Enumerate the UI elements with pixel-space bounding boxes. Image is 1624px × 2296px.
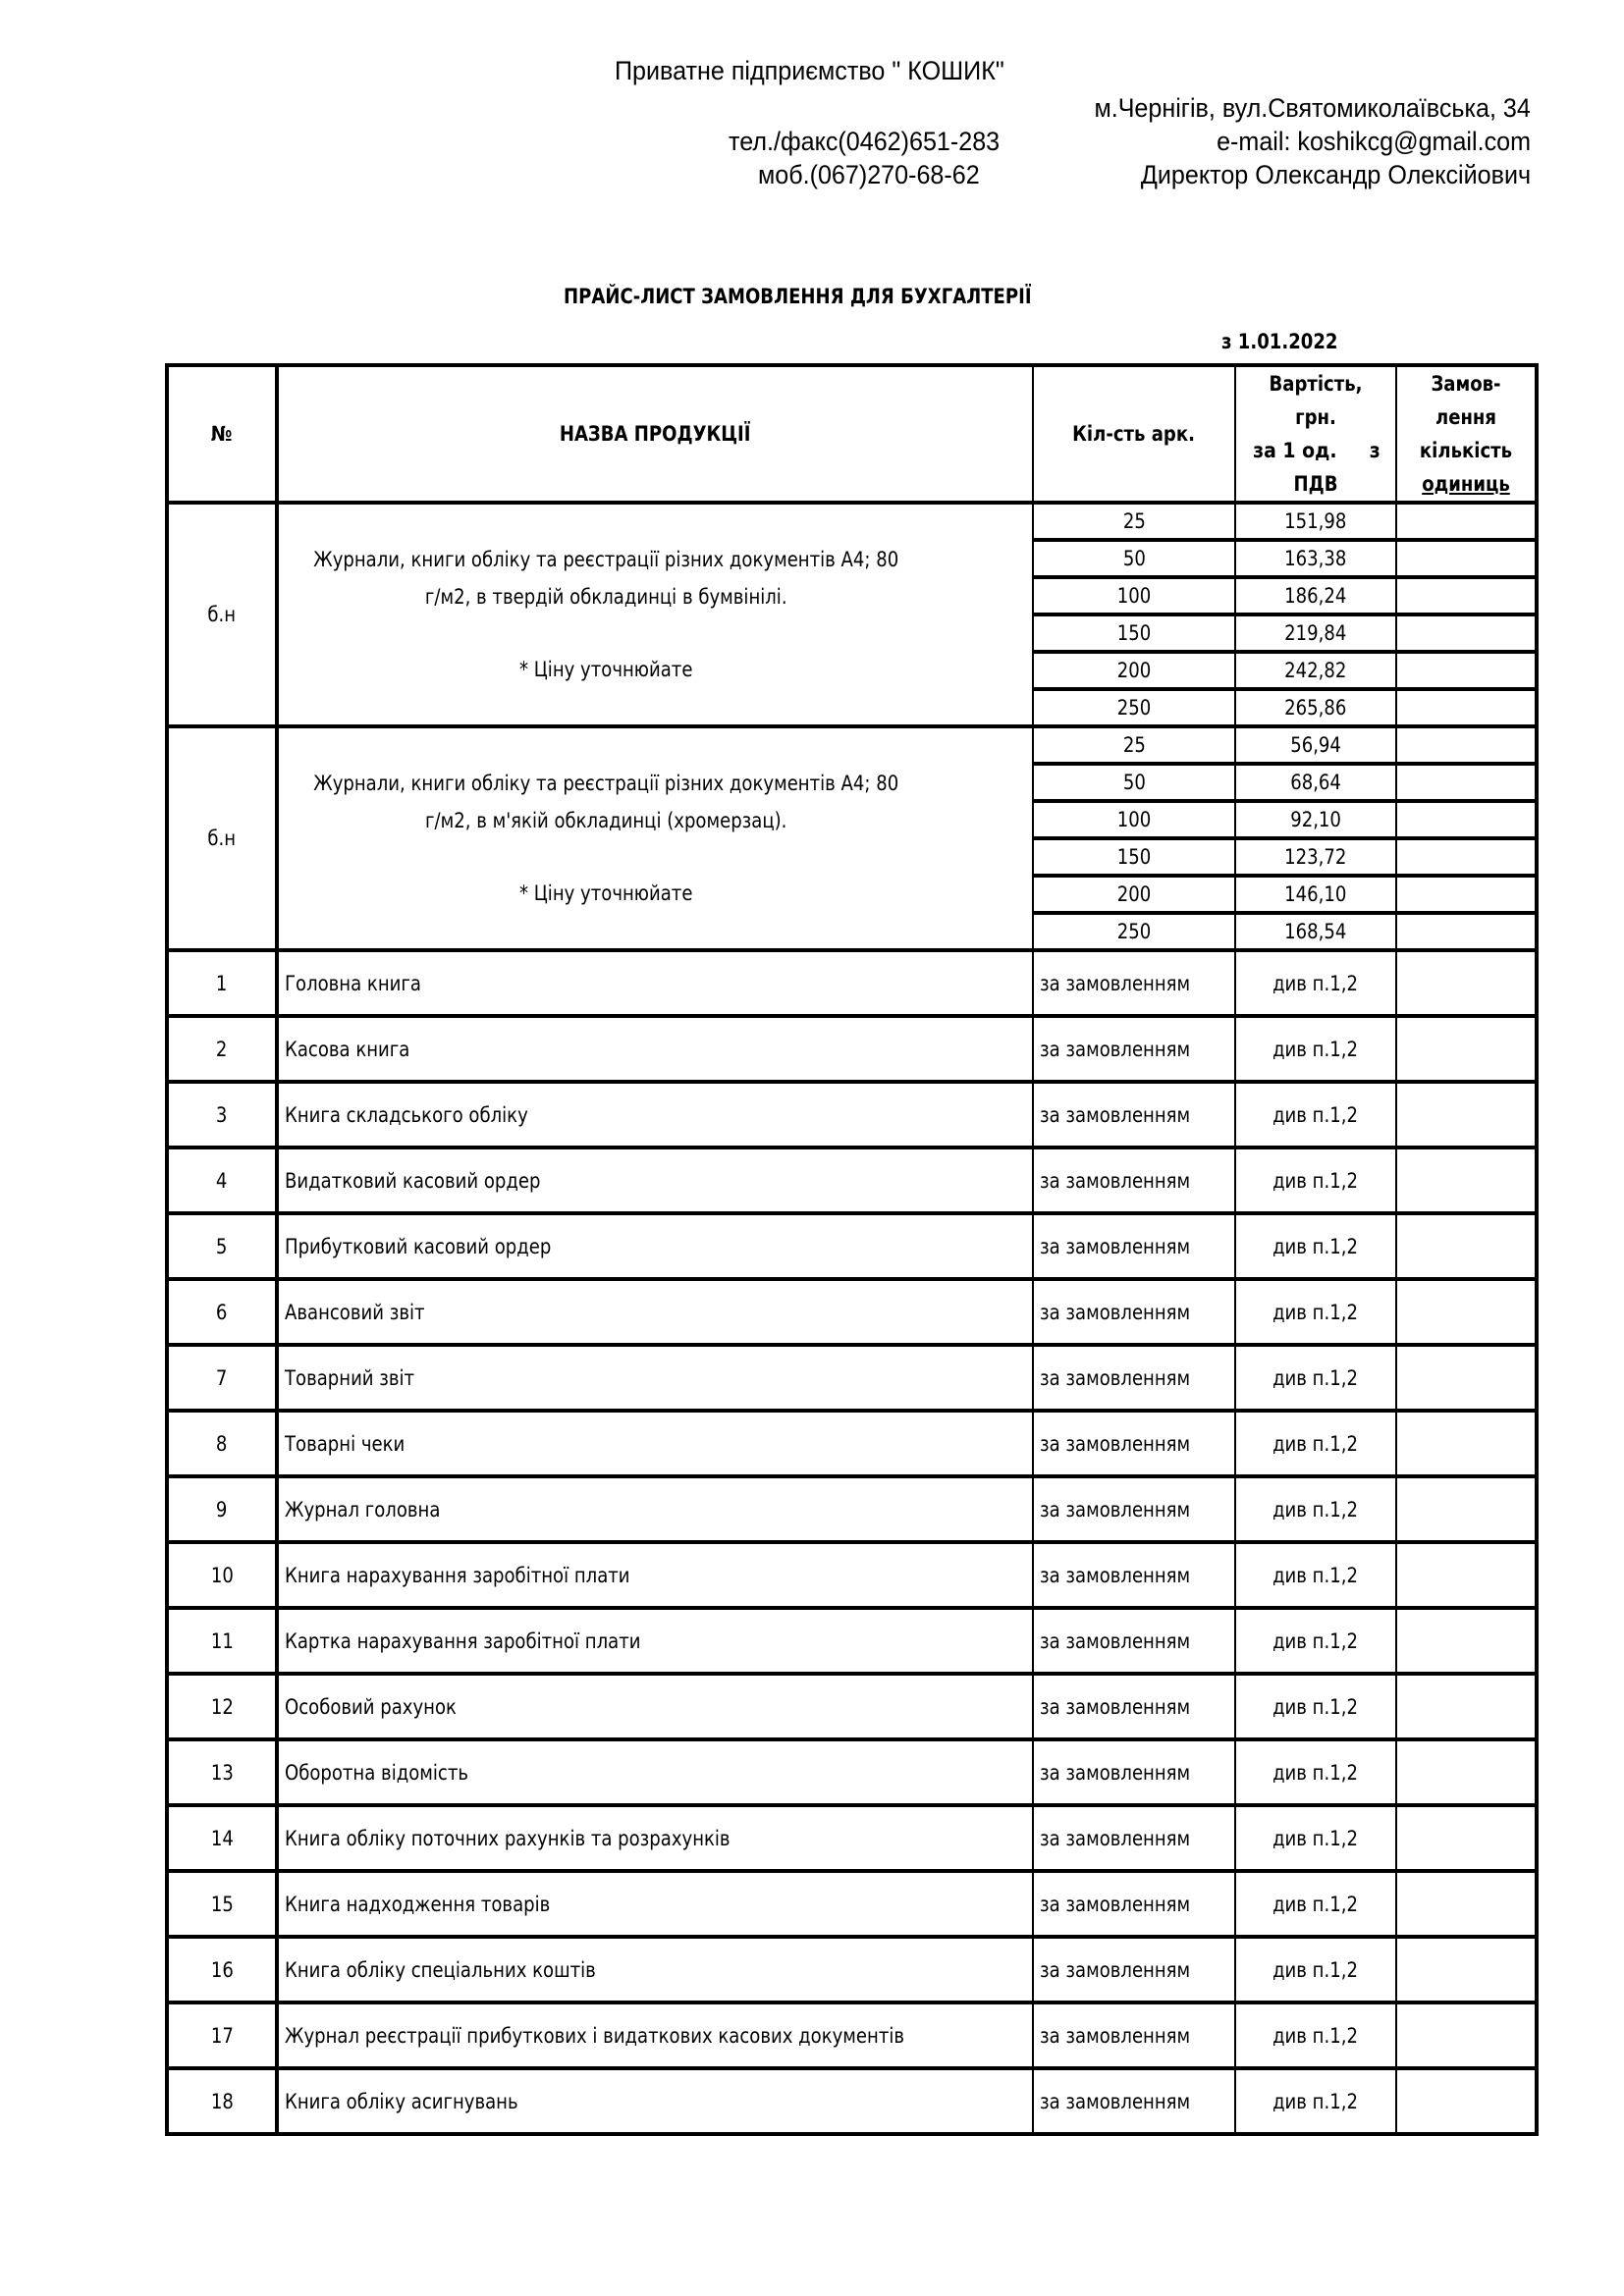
sheets-cell: 50: [1033, 540, 1235, 577]
price-cell: див п.1,2: [1235, 1674, 1396, 1739]
sheets-cell: за замовленням: [1033, 2068, 1235, 2134]
table-row: [167, 1937, 1537, 2002]
item-number: 4: [167, 1148, 277, 1213]
company-mobile: моб.(067)270-68-62: [758, 160, 980, 189]
table-header-row: [167, 365, 1537, 503]
item-name: Прибутковий касовий ордер: [277, 1213, 1033, 1279]
group-description: [277, 503, 1033, 726]
price-cell: див п.1,2: [1235, 1608, 1396, 1674]
price-cell: див п.1,2: [1235, 1345, 1396, 1411]
table-row: [167, 1805, 1537, 1871]
company-email: e-mail: koshikcg@gmail.com: [1217, 127, 1531, 156]
price-cell: див п.1,2: [1235, 1148, 1396, 1213]
item-number: 15: [167, 1871, 277, 1937]
order-quantity-cell[interactable]: [1396, 503, 1537, 540]
price-cell: 151,98: [1235, 503, 1396, 540]
price-cell: див п.1,2: [1235, 1016, 1396, 1082]
order-quantity-cell[interactable]: [1396, 540, 1537, 577]
price-cell: див п.1,2: [1235, 1082, 1396, 1148]
sheets-cell: за замовленням: [1033, 950, 1235, 1016]
item-name: Товарні чеки: [277, 1411, 1033, 1476]
item-number: 11: [167, 1608, 277, 1674]
item-name: Книга обліку асигнувань: [277, 2068, 1033, 2134]
sheets-cell: за замовленням: [1033, 1148, 1235, 1213]
sheets-cell: 100: [1033, 577, 1235, 614]
sheets-cell: за замовленням: [1033, 1345, 1235, 1411]
item-name: Картка нарахування заробітної плати: [277, 1608, 1033, 1674]
order-quantity-cell[interactable]: [1396, 1476, 1537, 1542]
item-number: 10: [167, 1542, 277, 1608]
sheets-cell: за замовленням: [1033, 1871, 1235, 1937]
sheets-cell: за замовленням: [1033, 1608, 1235, 1674]
sheets-cell: 200: [1033, 652, 1235, 689]
item-number: 5: [167, 1213, 277, 1279]
table-row: [167, 1279, 1537, 1345]
sheets-cell: за замовленням: [1033, 1739, 1235, 1805]
order-quantity-cell[interactable]: [1396, 2068, 1537, 2134]
price-cell: див п.1,2: [1235, 1411, 1396, 1476]
company-phone: тел./факс(0462)651-283: [729, 127, 1001, 156]
sheets-cell: 250: [1033, 913, 1235, 950]
table-row: [167, 1674, 1537, 1739]
item-number: 2: [167, 1016, 277, 1082]
description-line: г/м2, в твердій обкладинці в бумвінілі.: [424, 585, 787, 609]
price-cell: 186,24: [1235, 577, 1396, 614]
price-note: * Ціну уточнюйате: [519, 658, 693, 681]
sheets-cell: 25: [1033, 726, 1235, 764]
header-sheets: Кіл-сть арк.: [1033, 365, 1235, 503]
price-cell: 163,38: [1235, 540, 1396, 577]
order-quantity-cell[interactable]: [1396, 1542, 1537, 1608]
sheets-cell: за замовленням: [1033, 1674, 1235, 1739]
header-order-quantity: Замов- лення кількість одиниць: [1396, 365, 1537, 503]
sheets-cell: за замовленням: [1033, 1016, 1235, 1082]
sheets-cell: 150: [1033, 614, 1235, 652]
order-quantity-cell[interactable]: [1396, 1739, 1537, 1805]
price-cell: 56,94: [1235, 726, 1396, 764]
sheets-cell: за замовленням: [1033, 1082, 1235, 1148]
table-row: [167, 1608, 1537, 1674]
header-price: Вартість, грн. за 1 од. з ПДВ: [1235, 365, 1396, 503]
order-quantity-cell[interactable]: [1396, 1213, 1537, 1279]
price-cell: див п.1,2: [1235, 1213, 1396, 1279]
header-product-name: НАЗВА ПРОДУКЦІЇ: [277, 365, 1033, 503]
price-cell: 123,72: [1235, 838, 1396, 876]
item-number: 12: [167, 1674, 277, 1739]
price-cell: 265,86: [1235, 689, 1396, 726]
order-quantity-cell[interactable]: [1396, 1411, 1537, 1476]
company-address: м.Чернігів, вул.Святомиколаївська, 34: [1094, 93, 1531, 123]
order-quantity-cell[interactable]: [1396, 1937, 1537, 2002]
company-director: Директор Олександр Олексійович: [1140, 160, 1531, 189]
table-row: [167, 1476, 1537, 1542]
item-name: Оборотна відомість: [277, 1739, 1033, 1805]
order-quantity-cell[interactable]: [1396, 726, 1537, 764]
item-number: 13: [167, 1739, 277, 1805]
order-quantity-cell[interactable]: [1396, 1674, 1537, 1739]
price-table: [165, 363, 1539, 2136]
item-name: Касова книга: [277, 1016, 1033, 1082]
sheets-cell: за замовленням: [1033, 1805, 1235, 1871]
order-quantity-cell[interactable]: [1396, 1608, 1537, 1674]
table-row: [167, 1016, 1537, 1082]
order-quantity-cell[interactable]: [1396, 1345, 1537, 1411]
table-row: [167, 1871, 1537, 1937]
order-quantity-cell[interactable]: [1396, 838, 1537, 876]
price-cell: див п.1,2: [1235, 1542, 1396, 1608]
variant-row: [167, 726, 1537, 764]
order-quantity-cell[interactable]: [1396, 876, 1537, 913]
price-cell: 242,82: [1235, 652, 1396, 689]
sheets-cell: за замовленням: [1033, 1279, 1235, 1345]
order-quantity-cell[interactable]: [1396, 1279, 1537, 1345]
group-number: б.н: [167, 726, 277, 950]
table-row: [167, 2068, 1537, 2134]
order-quantity-cell[interactable]: [1396, 614, 1537, 652]
sheets-cell: за замовленням: [1033, 2002, 1235, 2068]
sheets-cell: за замовленням: [1033, 1476, 1235, 1542]
sheets-cell: 100: [1033, 801, 1235, 838]
order-quantity-cell[interactable]: [1396, 652, 1537, 689]
price-cell: див п.1,2: [1235, 1805, 1396, 1871]
price-cell: див п.1,2: [1235, 1279, 1396, 1345]
item-name: Видатковий касовий ордер: [277, 1148, 1033, 1213]
description-line: г/м2, в м'якій обкладинці (хромерзац).: [425, 809, 787, 832]
item-number: 17: [167, 2002, 277, 2068]
table-row: [167, 1542, 1537, 1608]
price-cell: див п.1,2: [1235, 1871, 1396, 1937]
order-quantity-cell[interactable]: [1396, 1016, 1537, 1082]
order-quantity-cell[interactable]: [1396, 1805, 1537, 1871]
table-row: [167, 1345, 1537, 1411]
sheets-cell: за замовленням: [1033, 1411, 1235, 1476]
item-number: 3: [167, 1082, 277, 1148]
item-number: 8: [167, 1411, 277, 1476]
sheets-cell: 150: [1033, 838, 1235, 876]
item-name: Особовий рахунок: [277, 1674, 1033, 1739]
order-quantity-cell[interactable]: [1396, 2002, 1537, 2068]
order-quantity-cell[interactable]: [1396, 1148, 1537, 1213]
price-note: * Ціну уточнюйате: [519, 881, 693, 905]
price-cell: 68,64: [1235, 764, 1396, 801]
price-cell: див п.1,2: [1235, 950, 1396, 1016]
item-name: Товарний звіт: [277, 1345, 1033, 1411]
item-number: 16: [167, 1937, 277, 2002]
variant-row: [167, 503, 1537, 540]
table-row: [167, 1739, 1537, 1805]
item-number: 6: [167, 1279, 277, 1345]
price-cell: див п.1,2: [1235, 1476, 1396, 1542]
item-name: Книга складського обліку: [277, 1082, 1033, 1148]
sheets-cell: за замовленням: [1033, 1213, 1235, 1279]
item-number: 14: [167, 1805, 277, 1871]
item-name: Авансовий звіт: [277, 1279, 1033, 1345]
price-cell: 219,84: [1235, 614, 1396, 652]
sheets-cell: 250: [1033, 689, 1235, 726]
price-cell: див п.1,2: [1235, 1937, 1396, 2002]
price-cell: див п.1,2: [1235, 2068, 1396, 2134]
price-cell: див п.1,2: [1235, 1739, 1396, 1805]
item-name: Головна книга: [277, 950, 1033, 1016]
order-quantity-cell[interactable]: [1396, 801, 1537, 838]
sheets-cell: 200: [1033, 876, 1235, 913]
table-row: [167, 1213, 1537, 1279]
description-line: Журнали, книги обліку та реєстрації різних документів А4; 80: [313, 548, 899, 571]
group-description: [277, 726, 1033, 950]
item-name: Журнал головна: [277, 1476, 1033, 1542]
table-row: [167, 1082, 1537, 1148]
order-quantity-cell[interactable]: [1396, 577, 1537, 614]
order-quantity-cell[interactable]: [1396, 913, 1537, 950]
order-quantity-cell[interactable]: [1396, 689, 1537, 726]
table-row: [167, 2002, 1537, 2068]
table-row: [167, 950, 1537, 1016]
sheets-cell: за замовленням: [1033, 1542, 1235, 1608]
sheets-cell: 25: [1033, 503, 1235, 540]
effective-date: з 1.01.2022: [1221, 330, 1338, 353]
item-name: Книга нарахування заробітної плати: [277, 1542, 1033, 1608]
description-line: Журнали, книги обліку та реєстрації різних документів А4; 80: [313, 772, 899, 795]
price-cell: 92,10: [1235, 801, 1396, 838]
table-row: [167, 1148, 1537, 1213]
item-name: Книга обліку спеціальних коштів: [277, 1937, 1033, 2002]
price-cell: 146,10: [1235, 876, 1396, 913]
document-title: ПРАЙС-ЛИСТ ЗАМОВЛЕННЯ ДЛЯ БУХГАЛТЕРІЇ: [564, 285, 1032, 308]
company-name: Приватне підприємство " КОШИК": [615, 56, 1004, 85]
group-number: б.н: [167, 503, 277, 726]
order-quantity-cell[interactable]: [1396, 1082, 1537, 1148]
price-cell: 168,54: [1235, 913, 1396, 950]
item-number: 7: [167, 1345, 277, 1411]
sheets-cell: за замовленням: [1033, 1937, 1235, 2002]
order-quantity-cell[interactable]: [1396, 1871, 1537, 1937]
item-name: Книга надходження товарів: [277, 1871, 1033, 1937]
item-name: Книга обліку поточних рахунків та розрахунків: [277, 1805, 1033, 1871]
order-quantity-cell[interactable]: [1396, 764, 1537, 801]
item-name: Журнал реєстрації прибуткових і видаткових касових документів: [277, 2002, 1033, 2068]
item-number: 18: [167, 2068, 277, 2134]
table-row: [167, 1411, 1537, 1476]
price-cell: див п.1,2: [1235, 2002, 1396, 2068]
item-number: 9: [167, 1476, 277, 1542]
sheets-cell: 50: [1033, 764, 1235, 801]
item-number: 1: [167, 950, 277, 1016]
order-quantity-cell[interactable]: [1396, 950, 1537, 1016]
header-number: №: [167, 365, 277, 503]
